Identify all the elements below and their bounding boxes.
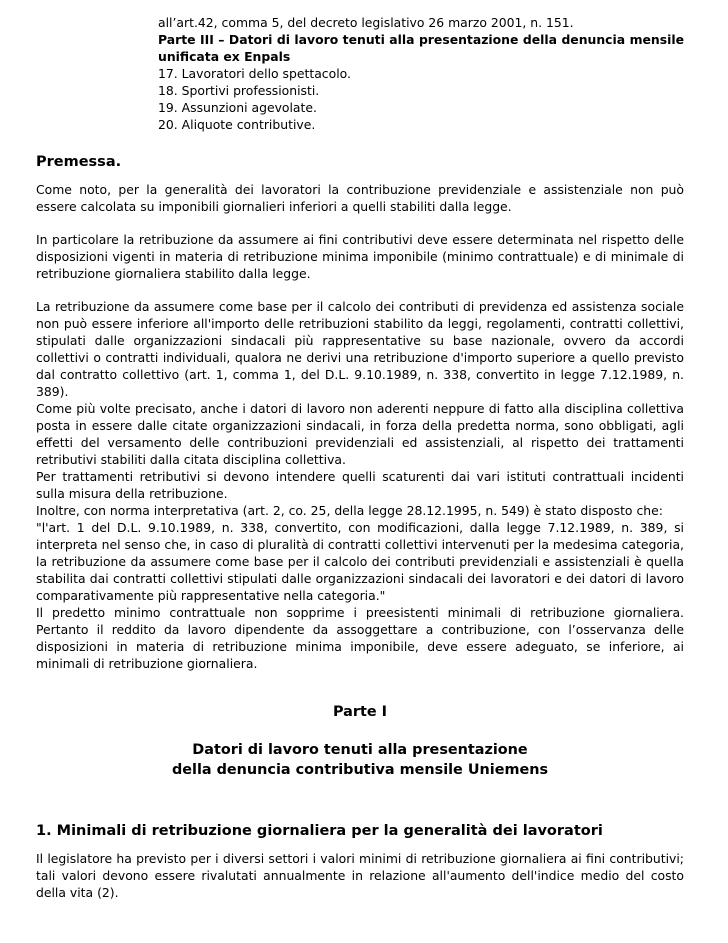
paragraph: Come noto, per la generalità dei lavoratori la contribuzione previdenziale e assistenziale non può essere calcolata su imponibili giornalieri inferiori a quelli stabiliti dalla legge. <box>36 182 684 214</box>
part-three-title: Parte III – Datori di lavoro tenuti alla presentazione della denuncia mensile unificata ex Enpals <box>158 32 684 64</box>
paragraph: Per trattamenti retributivi si devono intendere quelli scaturenti dai vari istituti contrattuali incidenti sulla misura della retribuzione. <box>36 469 684 501</box>
parte-one-subtitle-line2: della denuncia contributiva mensile Uniemens <box>171 762 549 778</box>
premessa-heading: Premessa. <box>36 154 122 170</box>
intro-block <box>158 14 684 133</box>
list-item: 20. Aliquote contributive. <box>158 117 316 132</box>
paragraph: Inoltre, con norma interpretativa (art. 2, co. 25, della legge 28.12.1995, n. 549) è stato disposto che: <box>36 503 663 518</box>
quoted-paragraph: "l'art. 1 del D.L. 9.10.1989, n. 338, convertito, con modificazioni, dalla legge 7.12.1989, n. 389, si interpreta nel senso che, in caso di pluralità di contratti collettivi intervenuti per la medesima categoria, la retribuzione da assumere come base per il calcolo dei contributi previdenziali e assistenziali è quella stabilita dai contratti collettivi stipulati dalle organizzazioni sindacali dei lavoratori e dei datori di lavoro comparativamente più rappresentative nella categoria." <box>36 520 684 603</box>
paragraph: La retribuzione da assumere come base per il calcolo dei contributi di previdenza ed assistenza sociale non può essere inferiore all'importo delle retribuzioni stabilito da leggi, regolamenti, contratti collettivi, stipulati dalle organizzazioni sindacali più rappresentative su base nazionale, ovvero da accordi collettivi o contratti individuali, qualora ne derivi una retribuzione d'importo superiore a quello previsto dal contratto collettivo (art. 1, comma 1, del D.L. 9.10.1989, n. 338, convertito in legge 7.12.1989, n. 389). <box>36 299 684 399</box>
section-one-heading: 1. Minimali di retribuzione giornaliera per la generalità dei lavoratori <box>36 823 603 839</box>
parte-one-title: Parte I <box>333 704 387 720</box>
document-page <box>36 14 684 901</box>
list-item: 18. Sportivi professionisti. <box>158 83 320 98</box>
parte-one-subtitle-line1: Datori di lavoro tenuti alla presentazione <box>192 742 528 758</box>
intro-line: all’art.42, comma 5, del decreto legislativo 26 marzo 2001, n. 151. <box>158 15 574 30</box>
paragraph: Il legislatore ha previsto per i diversi settori i valori minimi di retribuzione giornaliera ai fini contributivi; tali valori devono essere rivalutati annualmente in relazione all'aumento dell'indice medio del costo della vita (2). <box>36 851 684 900</box>
paragraph: In particolare la retribuzione da assumere ai fini contributivi deve essere determinata nel rispetto delle disposizioni vigenti in materia di retribuzione minima imponibile (minimo contrattuale) e di minimale di retribuzione giornaliera stabilito dalla legge. <box>36 232 684 281</box>
list-item: 17. Lavoratori dello spettacolo. <box>158 66 351 81</box>
paragraph: Il predetto minimo contrattuale non sopprime i preesistenti minimali di retribuzione giornaliera. Pertanto il reddito da lavoro dipendente da assoggettare a contribuzione, con l’osservanza delle disposizioni in materia di retribuzione minima imponibile, deve essere adeguato, se inferiore, ai minimali di retribuzione giornaliera. <box>36 605 684 671</box>
paragraph: Come più volte precisato, anche i datori di lavoro non aderenti neppure di fatto alla disciplina collettiva posta in essere dalle citate organizzazioni sindacali, in forza della predetta norma, sono obbligati, agli effetti del versamento delle contribuzioni previdenziali ed assistenziali, al rispetto dei trattamenti retributivi stabiliti dalla citata disciplina collettiva. <box>36 401 684 467</box>
list-item: 19. Assunzioni agevolate. <box>158 100 317 115</box>
